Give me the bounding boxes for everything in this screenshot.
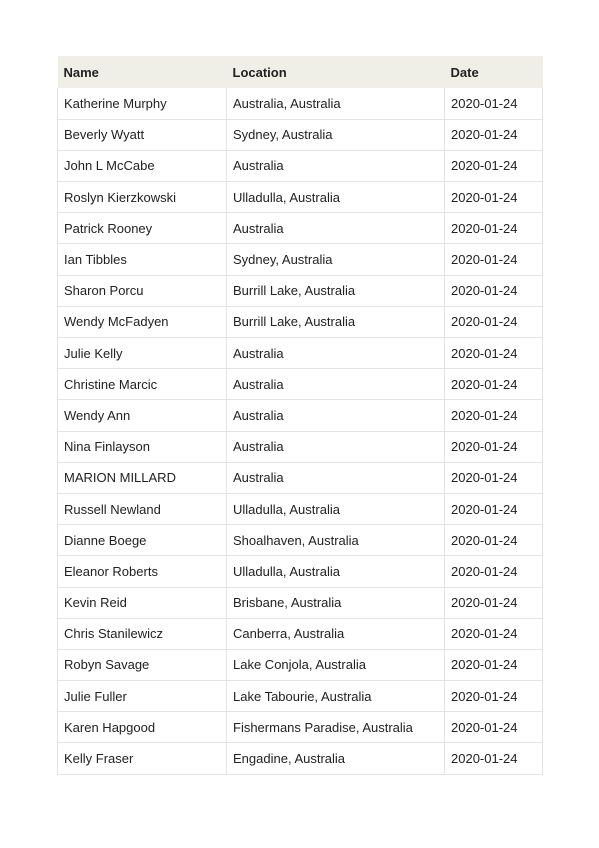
cell-location: Engadine, Australia [227,743,445,774]
table-row [58,462,543,493]
cell-location: Sydney, Australia [227,119,445,150]
cell-location: Brisbane, Australia [227,587,445,618]
cell-date: 2020-01-24 [445,369,543,400]
cell-location: Australia [227,400,445,431]
cell-date: 2020-01-24 [445,712,543,743]
cell-name: Wendy Ann [58,400,227,431]
cell-date: 2020-01-24 [445,400,543,431]
cell-date: 2020-01-24 [445,275,543,306]
cell-location: Australia [227,431,445,462]
signatures-table [57,56,543,775]
cell-date: 2020-01-24 [445,493,543,524]
cell-location: Sydney, Australia [227,244,445,275]
cell-date: 2020-01-24 [445,119,543,150]
cell-date: 2020-01-24 [445,587,543,618]
cell-location: Australia, Australia [227,88,445,119]
column-header-name: Name [63,64,99,80]
cell-name: Roslyn Kierzkowski [58,182,227,213]
cell-name: Julie Kelly [58,338,227,369]
cell-location: Ulladulla, Australia [227,182,445,213]
table-row [58,743,543,774]
cell-date: 2020-01-24 [445,618,543,649]
table-row [58,244,543,275]
table-row [58,275,543,306]
table-row [58,618,543,649]
table-row [58,681,543,712]
cell-name: Kevin Reid [58,587,227,618]
cell-date: 2020-01-24 [445,431,543,462]
cell-name: Karen Hapgood [58,712,227,743]
table-row [58,338,543,369]
table-row [58,525,543,556]
cell-location: Lake Conjola, Australia [227,649,445,680]
cell-name: Russell Newland [58,493,227,524]
cell-date: 2020-01-24 [445,213,543,244]
cell-name: MARION MILLARD [58,462,227,493]
cell-date: 2020-01-24 [445,556,543,587]
table-row [58,712,543,743]
cell-name: Robyn Savage [58,649,227,680]
cell-location: Shoalhaven, Australia [227,525,445,556]
cell-name: Sharon Porcu [58,275,227,306]
column-header-date: Date [450,64,479,80]
cell-location: Australia [227,150,445,181]
table-row [58,556,543,587]
table-row [58,431,543,462]
cell-location: Fishermans Paradise, Australia [227,712,445,743]
cell-date: 2020-01-24 [445,525,543,556]
cell-name: Christine Marcic [58,369,227,400]
cell-name: Julie Fuller [58,681,227,712]
table-row [58,150,543,181]
cell-location: Ulladulla, Australia [227,493,445,524]
table-row [58,306,543,337]
cell-location: Ulladulla, Australia [227,556,445,587]
cell-name: John L McCabe [58,150,227,181]
cell-location: Canberra, Australia [227,618,445,649]
cell-name: Chris Stanilewicz [58,618,227,649]
table-row [58,88,543,119]
cell-date: 2020-01-24 [445,743,543,774]
table-row [58,493,543,524]
cell-name: Kelly Fraser [58,743,227,774]
cell-date: 2020-01-24 [445,306,543,337]
cell-date: 2020-01-24 [445,150,543,181]
cell-location: Australia [227,338,445,369]
cell-name: Wendy McFadyen [58,306,227,337]
table-row [58,587,543,618]
column-header-location: Location [232,64,287,80]
table-header [58,56,543,88]
cell-name: Dianne Boege [58,525,227,556]
header-row [58,56,543,88]
cell-name: Eleanor Roberts [58,556,227,587]
table-row [58,369,543,400]
cell-date: 2020-01-24 [445,88,543,119]
cell-location: Australia [227,213,445,244]
cell-name: Beverly Wyatt [58,119,227,150]
cell-date: 2020-01-24 [445,649,543,680]
cell-location: Burrill Lake, Australia [227,306,445,337]
cell-date: 2020-01-24 [445,681,543,712]
cell-date: 2020-01-24 [445,182,543,213]
cell-name: Ian Tibbles [58,244,227,275]
cell-name: Nina Finlayson [58,431,227,462]
cell-date: 2020-01-24 [445,462,543,493]
cell-location: Lake Tabourie, Australia [227,681,445,712]
signatures-table-container [57,56,542,775]
cell-date: 2020-01-24 [445,338,543,369]
cell-date: 2020-01-24 [445,244,543,275]
table-row [58,119,543,150]
table-row [58,400,543,431]
cell-location: Australia [227,462,445,493]
table-row [58,213,543,244]
cell-name: Patrick Rooney [58,213,227,244]
table-body [58,88,543,774]
cell-name: Katherine Murphy [58,88,227,119]
cell-location: Burrill Lake, Australia [227,275,445,306]
table-row [58,649,543,680]
table-row [58,182,543,213]
cell-location: Australia [227,369,445,400]
